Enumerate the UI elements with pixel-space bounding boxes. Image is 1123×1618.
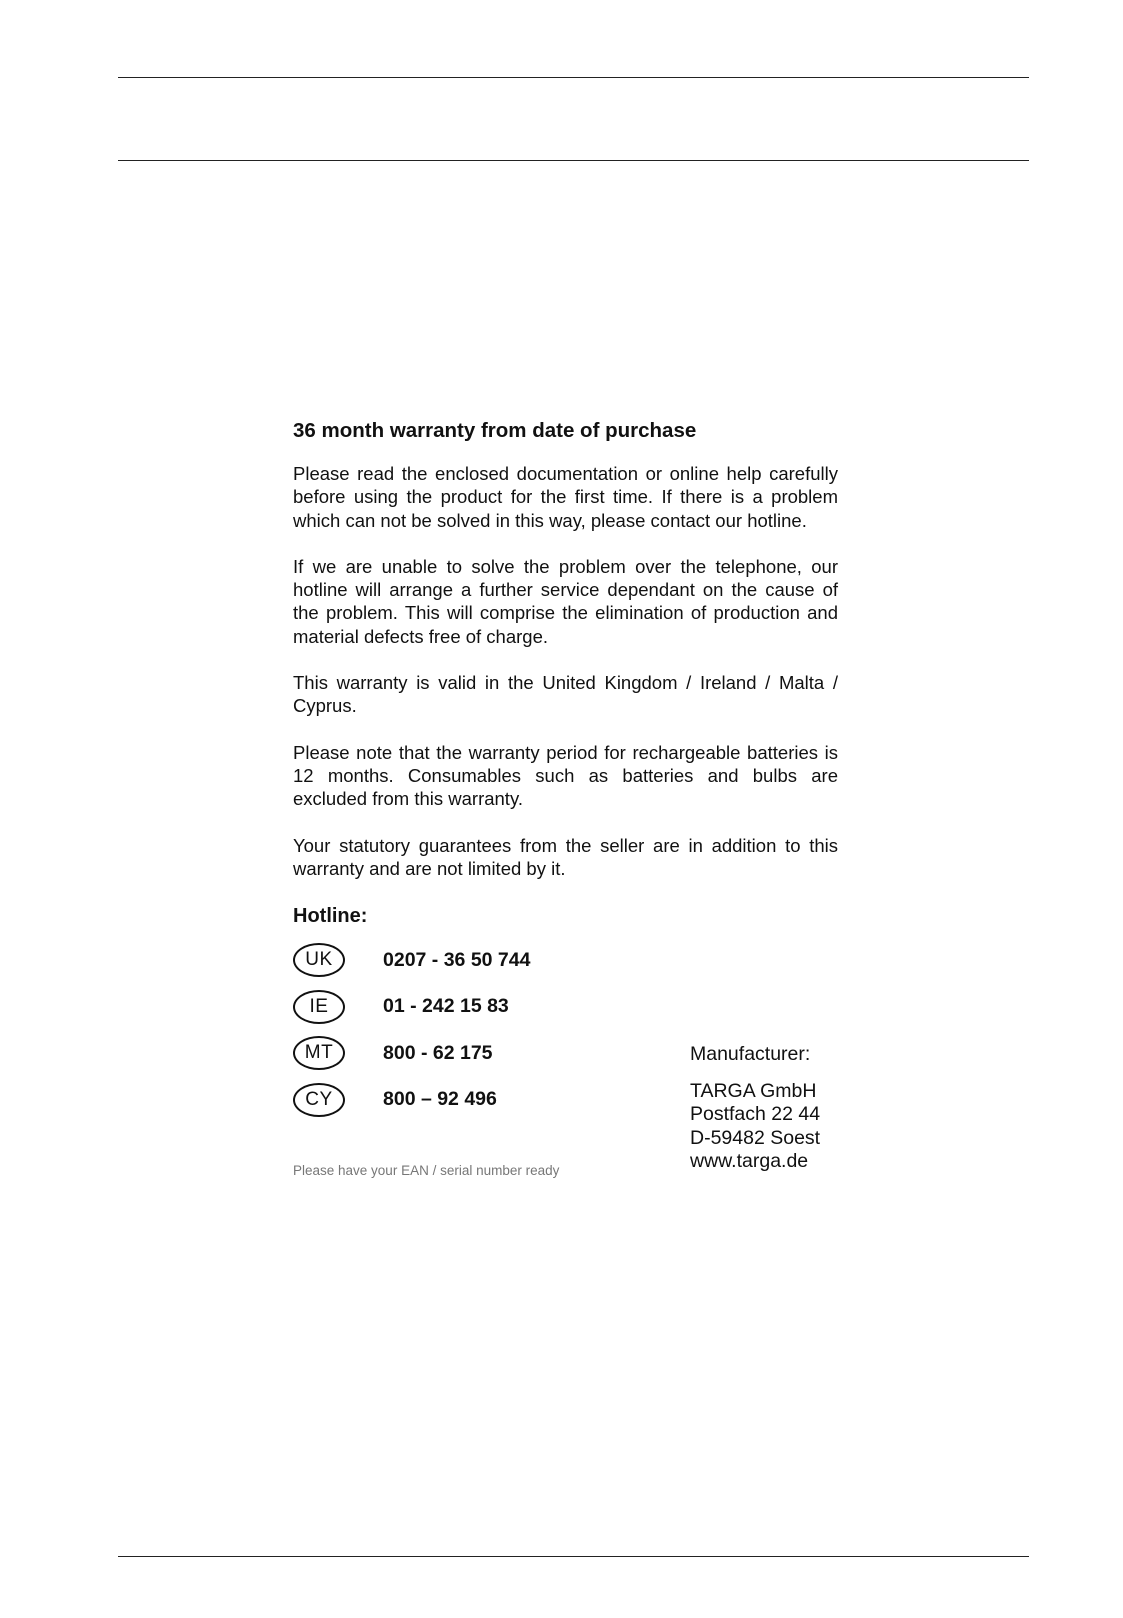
phone-number-uk: 0207 - 36 50 744	[383, 948, 531, 971]
manufacturer-city: D-59482 Soest	[690, 1126, 821, 1149]
manufacturer-label: Manufacturer:	[690, 1043, 811, 1066]
hotline-row-cy	[293, 1081, 530, 1119]
country-badge-cy: CY	[293, 1083, 345, 1117]
warranty-section	[293, 418, 838, 1191]
hotline-row-mt	[293, 1034, 530, 1072]
warranty-paragraph-3: This warranty is valid in the United Kingdom / Ireland / Malta / Cyprus.	[293, 672, 838, 717]
serial-number-note: Please have your EAN / serial number ready	[293, 1163, 560, 1179]
hotline-row-ie	[293, 988, 530, 1026]
header-rule-top	[118, 77, 1029, 78]
header-rule-bottom	[118, 160, 1029, 161]
phone-number-ie: 01 - 242 15 83	[383, 995, 509, 1018]
country-badge-uk: UK	[293, 943, 345, 977]
warranty-paragraph-5: Your statutory guarantees from the seller are in addition to this warranty and are not limited by it.	[293, 834, 838, 879]
warranty-paragraph-2: If we are unable to solve the problem over the telephone, our hotline will arrange a further service dependant on the cause of the problem. This will comprise the elimination of production and material defects free of charge.	[293, 555, 838, 647]
manufacturer-website: www.targa.de	[690, 1150, 809, 1173]
hotline-list	[293, 941, 530, 1127]
phone-number-cy: 800 – 92 496	[383, 1088, 497, 1111]
manufacturer-street: Postfach 22 44	[690, 1103, 821, 1126]
warranty-title: 36 month warranty from date of purchase	[293, 419, 697, 442]
warranty-paragraph-1: Please read the enclosed documentation or online help carefully before using the product for the first time. If there is a problem which can not be solved in this way, please contact our hotline.	[293, 463, 838, 531]
hotline-title: Hotline:	[293, 905, 368, 928]
manufacturer-name: TARGA GmbH	[690, 1079, 817, 1102]
phone-number-mt: 800 - 62 175	[383, 1041, 493, 1064]
manufacturer-address	[690, 1043, 820, 1174]
hotline-row-uk	[293, 941, 530, 979]
warranty-paragraph-4: Please note that the warranty period for rechargeable batteries is 12 months. Consumables such as batteries and bulbs are excluded from this warranty.	[293, 741, 838, 810]
country-badge-mt: MT	[293, 1036, 345, 1070]
country-badge-ie: IE	[293, 990, 345, 1024]
footer-rule	[118, 1556, 1029, 1557]
contact-block	[293, 941, 838, 1191]
